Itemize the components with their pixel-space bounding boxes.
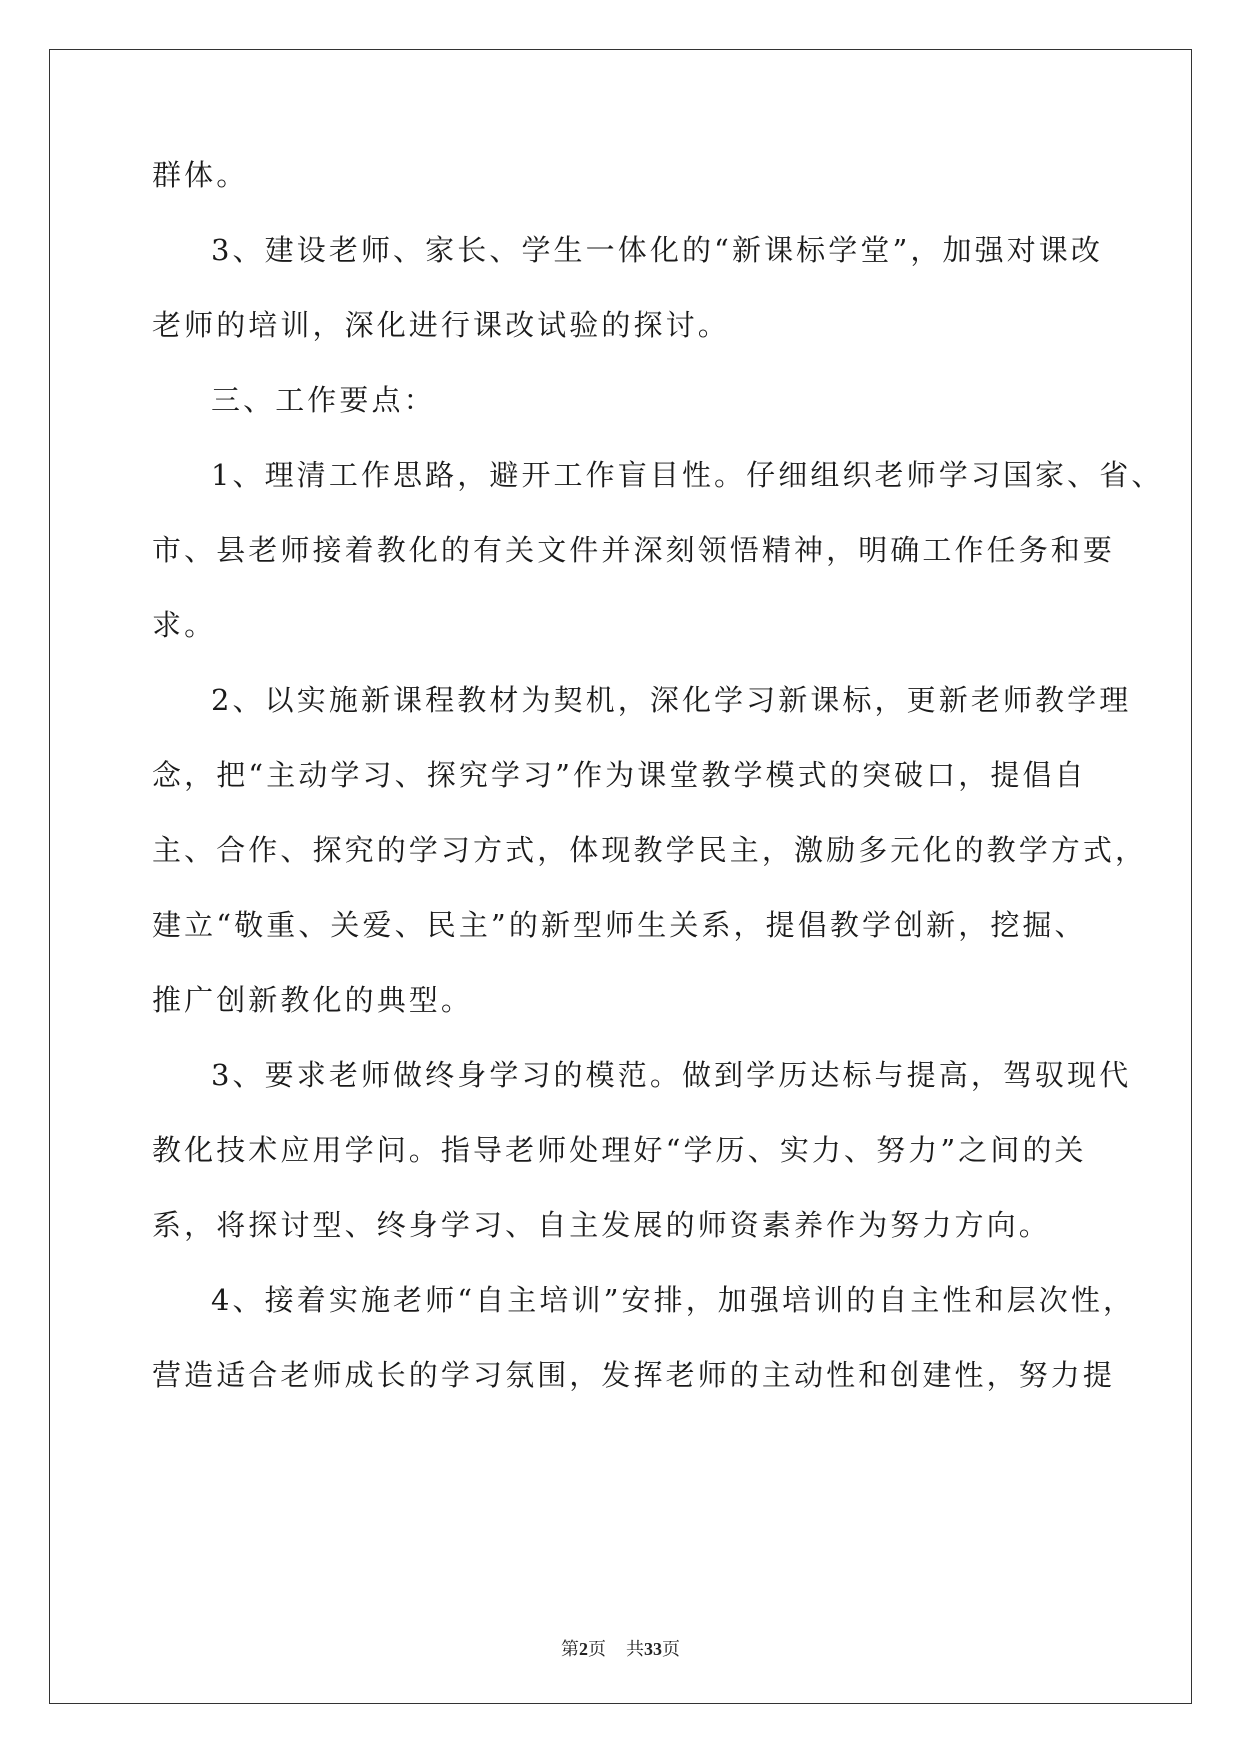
- page-suffix: 页: [588, 1639, 606, 1659]
- text-line: 4、接着实施老师“自主培训”安排，加强培训的自主性和层次性，: [211, 1283, 1136, 1317]
- page-border: [49, 49, 1192, 1704]
- text-line: 3、建设老师、家长、学生一体化的“新课标学堂”，加强对课改: [211, 233, 1104, 267]
- section-heading: 三、工作要点：: [211, 383, 436, 417]
- text-line: 老师的培训，深化进行课改试验的探讨。: [152, 308, 730, 342]
- text-line: 求。: [152, 608, 217, 642]
- total-suffix: 页: [662, 1639, 680, 1659]
- total-pages: 33: [644, 1639, 662, 1659]
- page-prefix: 第: [561, 1639, 579, 1659]
- text-line: 教化技术应用学问。指导老师处理好“学历、实力、努力”之间的关: [152, 1133, 1087, 1167]
- text-line: 市、县老师接着教化的有关文件并深刻领悟精神，明确工作任务和要: [152, 533, 1116, 567]
- text-line: 念，把“主动学习、探究学习”作为课堂教学模式的突破口，提倡自: [152, 758, 1087, 792]
- text-line: 群体。: [152, 158, 249, 192]
- text-line: 建立“敬重、关爱、民主”的新型师生关系，提倡教学创新，挖掘、: [152, 908, 1087, 942]
- page-number: 2: [579, 1639, 588, 1659]
- text-line: 2、以实施新课程教材为契机，深化学习新课标，更新老师教学理: [211, 683, 1132, 717]
- text-line: 营造适合老师成长的学习氛围，发挥老师的主动性和创建性，努力提: [152, 1358, 1116, 1392]
- text-line: 系，将探讨型、终身学习、自主发展的师资素养作为努力方向。: [152, 1208, 1051, 1242]
- text-line: 3、要求老师做终身学习的模范。做到学历达标与提高，驾驭现代: [211, 1058, 1132, 1092]
- text-line: 1、理清工作思路，避开工作盲目性。仔细组织老师学习国家、省、: [211, 458, 1164, 492]
- total-prefix: 共: [626, 1639, 644, 1659]
- page-footer: [0, 1635, 1241, 1661]
- text-line: 主、合作、探究的学习方式，体现教学民主，激励多元化的教学方式，: [152, 833, 1148, 867]
- text-line: 推广创新教化的典型。: [152, 983, 474, 1017]
